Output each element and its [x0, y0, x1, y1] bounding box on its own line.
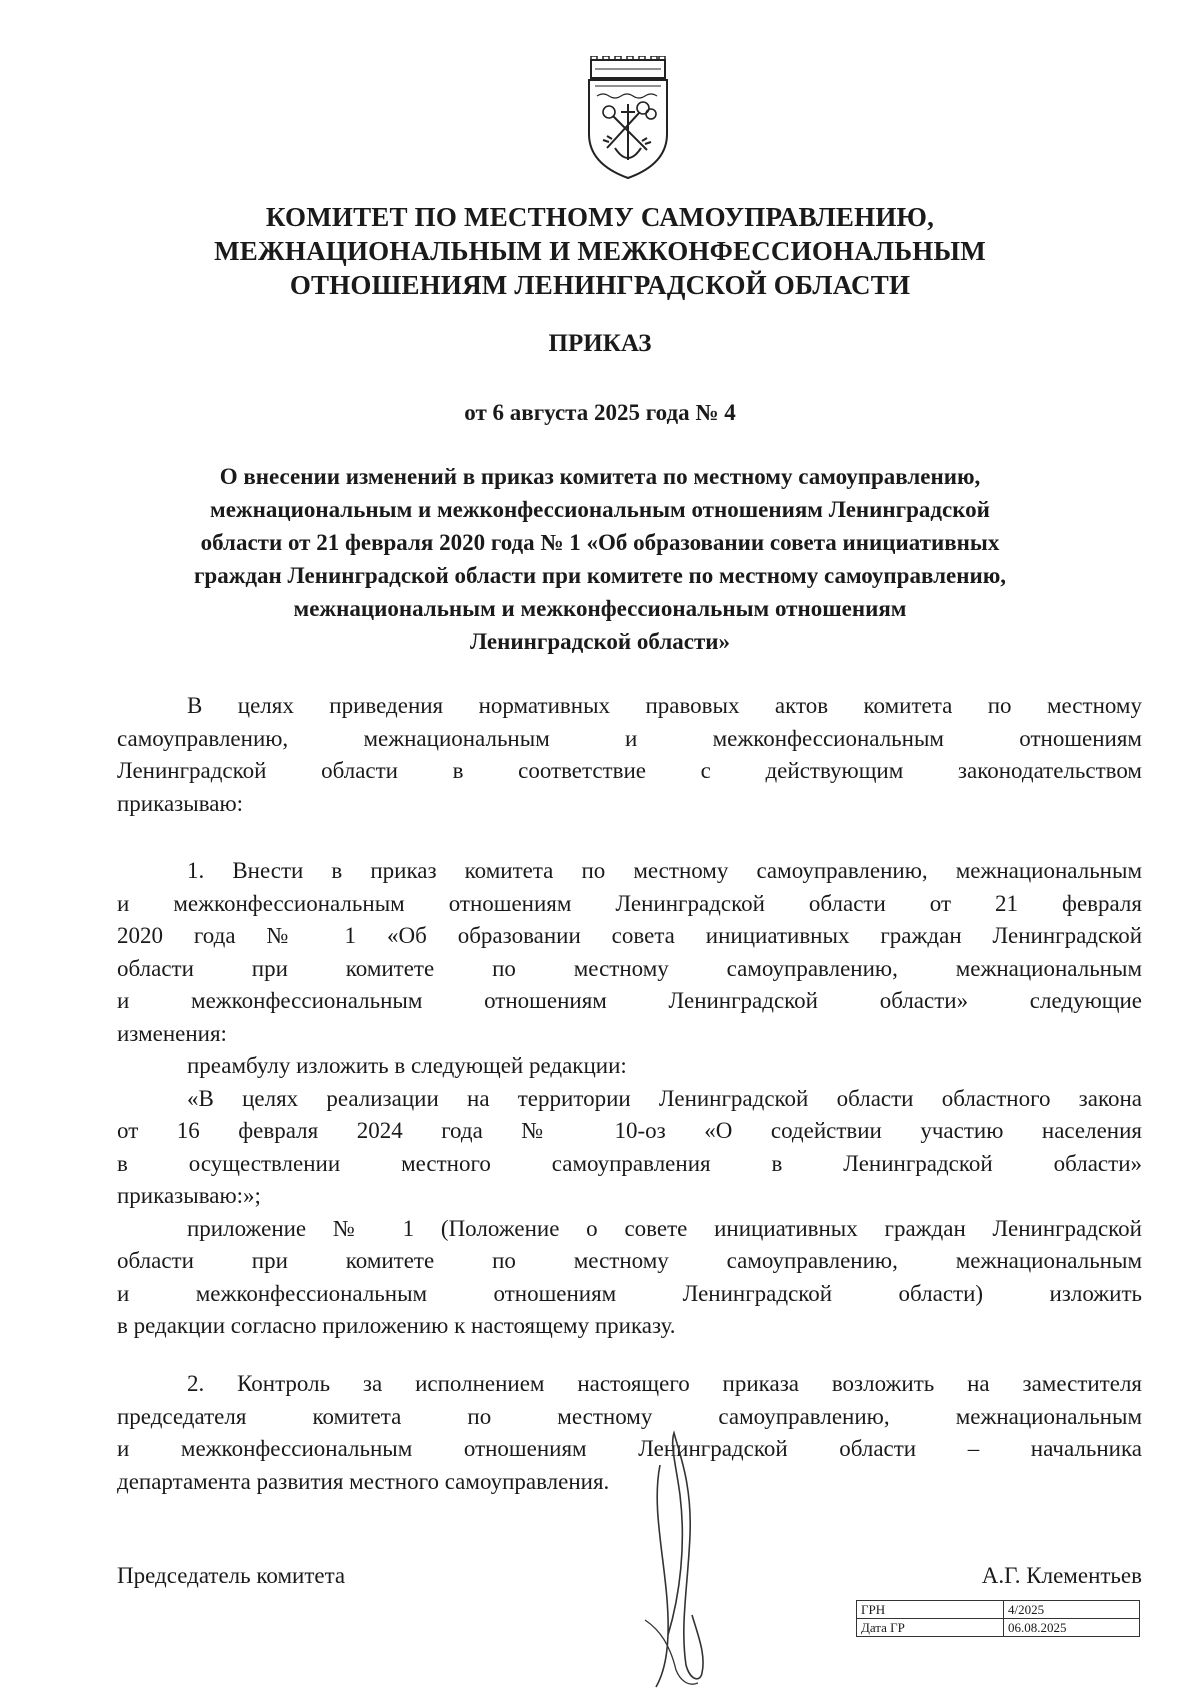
committee-header	[150, 200, 1050, 302]
registration-date-label: Дата ГР	[857, 1619, 1004, 1637]
paragraph-line: в осуществлении местного самоуправления в Ленинградской области»	[117, 1150, 1142, 1176]
order-date: от 6 августа 2025 года № 4	[464, 400, 736, 425]
order-subject	[120, 460, 1080, 658]
paragraph-line: области при комитете по местному самоуправлению, межнациональным	[117, 1248, 1142, 1273]
paragraph-line: от 16 февраля 2024 года № 10-оз «О содействии участию населения	[117, 1118, 1142, 1143]
paragraph-line: 2. Контроль за исполнением настоящего приказа возложить на заместителя	[187, 1371, 1142, 1396]
paragraph-line: Ленинградской области в соответствие с действующим законодательством	[117, 758, 1142, 783]
paragraph-line: 2020 года № 1 «Об образовании совета инициативных граждан Ленинградской	[117, 923, 1142, 948]
clause-2	[117, 1368, 1142, 1498]
registration-stamp	[856, 1600, 1140, 1637]
header-line: МЕЖНАЦИОНАЛЬНЫМ И МЕЖКОНФЕССИОНАЛЬНЫМ	[214, 236, 986, 266]
signatory-name: А.Г. Клементьев	[981, 1563, 1142, 1588]
intro-paragraph	[117, 690, 1142, 820]
subject-line: Ленинградской области»	[469, 629, 731, 654]
paragraph-line: области при комитете по местному самоуправлению, межнациональным	[117, 955, 1142, 981]
subject-line: межнациональным и межконфессиональным отношениям Ленинградской	[210, 497, 990, 522]
header-line: КОМИТЕТ ПО МЕСТНОМУ САМОУПРАВЛЕНИЮ,	[265, 202, 935, 232]
clause-1	[117, 855, 1142, 1343]
grn-label: ГРН	[857, 1601, 1004, 1619]
paragraph-line: «В целях реализации на территории Ленинградской области областного закона	[187, 1085, 1142, 1111]
subject-line: граждан Ленинградской области при комитете по местному самоуправлению,	[193, 563, 1007, 588]
registration-row	[857, 1601, 1140, 1619]
signatory-role: Председатель комитета	[117, 1563, 346, 1588]
paragraph-line: приложение № 1 (Положение о совете инициативных граждан Ленинградской	[187, 1215, 1142, 1241]
paragraph-line: преамбулу изложить в следующей редакции:	[187, 1053, 627, 1078]
grn-value: 4/2025	[1004, 1601, 1140, 1619]
paragraph-line: и межконфессиональным отношениям Ленинградской области) изложить	[117, 1280, 1142, 1306]
paragraph-line: В целях приведения нормативных правовых актов комитета по местному	[187, 693, 1142, 718]
subject-line: области от 21 февраля 2020 года № 1 «Об образовании совета инициативных	[200, 530, 1000, 555]
subject-line: межнациональным и межконфессиональным отношениям	[293, 596, 907, 621]
leningrad-oblast-coat-of-arms-icon	[585, 56, 671, 182]
paragraph-line: департамента развития местного самоуправления.	[117, 1468, 610, 1494]
registration-row	[857, 1619, 1140, 1637]
subject-line: О внесении изменений в приказ комитета по местному самоуправлению,	[219, 464, 981, 489]
paragraph-line: и межконфессиональным отношениям Ленинградской области от 21 февраля	[117, 890, 1142, 916]
paragraph-line: 1. Внести в приказ комитета по местному самоуправлению, межнациональным	[187, 858, 1142, 883]
paragraph-line: председателя комитета по местному самоуправлению, межнациональным	[117, 1403, 1142, 1429]
paragraph-line: приказываю:	[117, 790, 244, 816]
paragraph-line: и межконфессиональным отношениям Ленинградской области – начальника	[117, 1436, 1142, 1461]
order-title: ПРИКАЗ	[548, 330, 652, 357]
paragraph-line: изменения:	[117, 1020, 227, 1046]
handwritten-signature	[640, 1425, 730, 1695]
header-line: ОТНОШЕНИЯМ ЛЕНИНГРАДСКОЙ ОБЛАСТИ	[289, 270, 911, 300]
paragraph-line: и межконфессиональным отношениям Ленинградской области» следующие	[117, 988, 1142, 1013]
paragraph-line: самоуправлению, межнациональным и межконфессиональным отношениям	[117, 725, 1142, 751]
registration-date-value: 06.08.2025	[1004, 1619, 1140, 1637]
paragraph-line: приказываю:»;	[117, 1183, 261, 1208]
paragraph-line: в редакции согласно приложению к настоящему приказу.	[117, 1313, 676, 1338]
